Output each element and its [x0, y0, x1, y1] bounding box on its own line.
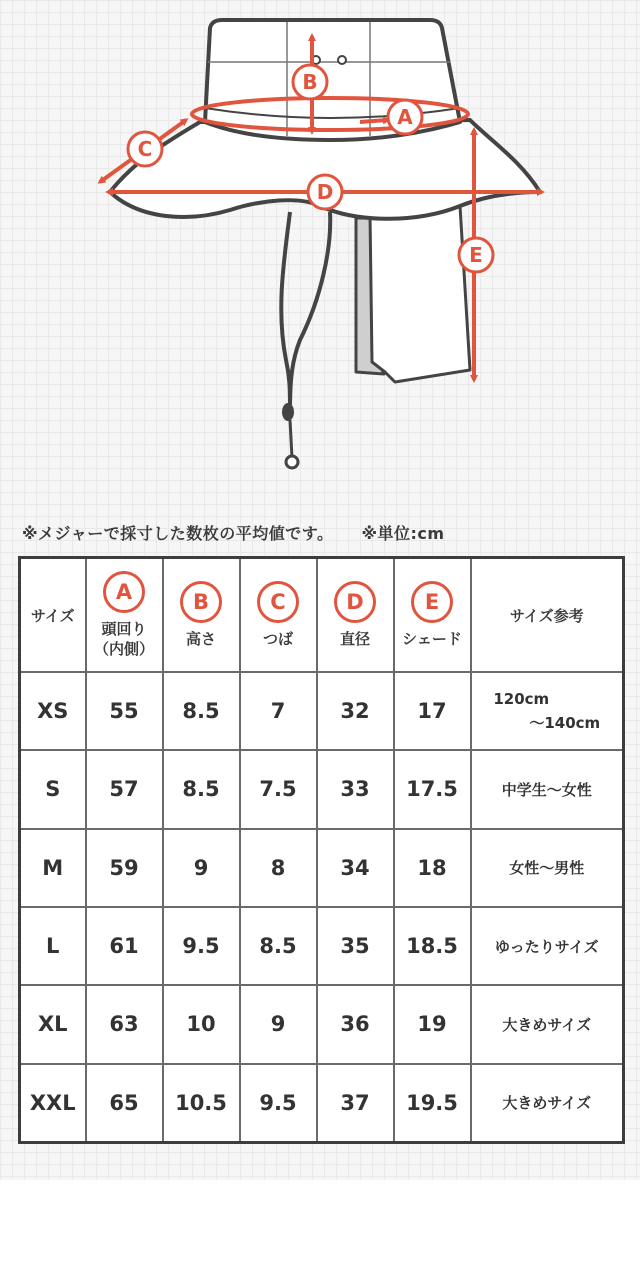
label-c-text: C	[137, 137, 153, 161]
header-col-e-letter: E	[411, 581, 453, 623]
strap-stopper	[282, 403, 294, 421]
cell-a: 55	[86, 672, 163, 750]
table-row	[20, 750, 624, 828]
cell-c: 9.5	[240, 1064, 317, 1143]
cell-reference: 女性〜男性	[471, 829, 624, 907]
row-size: L	[20, 907, 86, 985]
label-a	[388, 100, 422, 134]
cell-e: 17	[394, 672, 471, 750]
eyelet	[338, 56, 346, 64]
header-col-a: A 頭回り （内側）	[86, 558, 163, 673]
label-e	[459, 238, 493, 272]
row-size: XXL	[20, 1064, 86, 1143]
cell-d: 34	[317, 829, 394, 907]
table-row	[20, 907, 624, 985]
cell-b: 9.5	[163, 907, 240, 985]
header-reference: サイズ参考	[471, 558, 624, 673]
header-col-c: C つば	[240, 558, 317, 673]
cell-reference: 中学生〜女性	[471, 750, 624, 828]
label-d-text: D	[316, 180, 334, 204]
strap-loop	[286, 456, 298, 468]
cell-b: 8.5	[163, 750, 240, 828]
cell-a: 61	[86, 907, 163, 985]
cell-a: 59	[86, 829, 163, 907]
label-a-text: A	[397, 105, 413, 129]
header-col-b: B 高さ	[163, 558, 240, 673]
cell-c: 8.5	[240, 907, 317, 985]
measure-note-text: ※メジャーで採寸した数枚の平均値です。	[22, 524, 334, 543]
cell-e: 19.5	[394, 1064, 471, 1143]
cell-b: 10.5	[163, 1064, 240, 1143]
measurement-note	[22, 521, 473, 544]
table-header-row	[20, 558, 624, 673]
row-size: XL	[20, 985, 86, 1063]
label-e-text: E	[469, 243, 483, 267]
table-row	[20, 829, 624, 907]
header-col-d: D 直径	[317, 558, 394, 673]
header-col-b-letter: B	[180, 581, 222, 623]
chin-strap	[281, 212, 290, 410]
cell-b: 8.5	[163, 672, 240, 750]
cell-c: 8	[240, 829, 317, 907]
row-size: S	[20, 750, 86, 828]
unit-note-text: ※単位:cm	[361, 524, 445, 543]
label-b	[293, 65, 327, 99]
cell-d: 35	[317, 907, 394, 985]
cell-reference: 大きめサイズ	[471, 1064, 624, 1143]
cell-e: 18	[394, 829, 471, 907]
table-row	[20, 985, 624, 1063]
cell-d: 37	[317, 1064, 394, 1143]
table-row	[20, 672, 624, 750]
row-size: M	[20, 829, 86, 907]
label-b-text: B	[302, 70, 318, 94]
cell-e: 19	[394, 985, 471, 1063]
cell-a: 57	[86, 750, 163, 828]
cell-e: 18.5	[394, 907, 471, 985]
row-size: XS	[20, 672, 86, 750]
cell-c: 7	[240, 672, 317, 750]
cell-d: 36	[317, 985, 394, 1063]
cell-reference: 大きめサイズ	[471, 985, 624, 1063]
shade-flap-front	[370, 206, 470, 382]
header-col-c-letter: C	[257, 581, 299, 623]
cell-b: 9	[163, 829, 240, 907]
cell-b: 10	[163, 985, 240, 1063]
table-row	[20, 1064, 624, 1143]
cell-c: 9	[240, 985, 317, 1063]
cell-a: 63	[86, 985, 163, 1063]
cell-reference: 120cm 〜140cm	[471, 672, 624, 750]
header-col-d-letter: D	[334, 581, 376, 623]
cell-d: 33	[317, 750, 394, 828]
label-d	[308, 175, 342, 209]
hat-measurement-diagram	[0, 0, 640, 500]
cell-reference: ゆったりサイズ	[471, 907, 624, 985]
cell-e: 17.5	[394, 750, 471, 828]
label-c	[128, 132, 162, 166]
header-size: サイズ	[20, 558, 86, 673]
cell-d: 32	[317, 672, 394, 750]
header-col-e: E シェード	[394, 558, 471, 673]
header-col-a-letter: A	[103, 571, 145, 613]
size-table	[18, 556, 625, 1144]
cell-a: 65	[86, 1064, 163, 1143]
cell-c: 7.5	[240, 750, 317, 828]
